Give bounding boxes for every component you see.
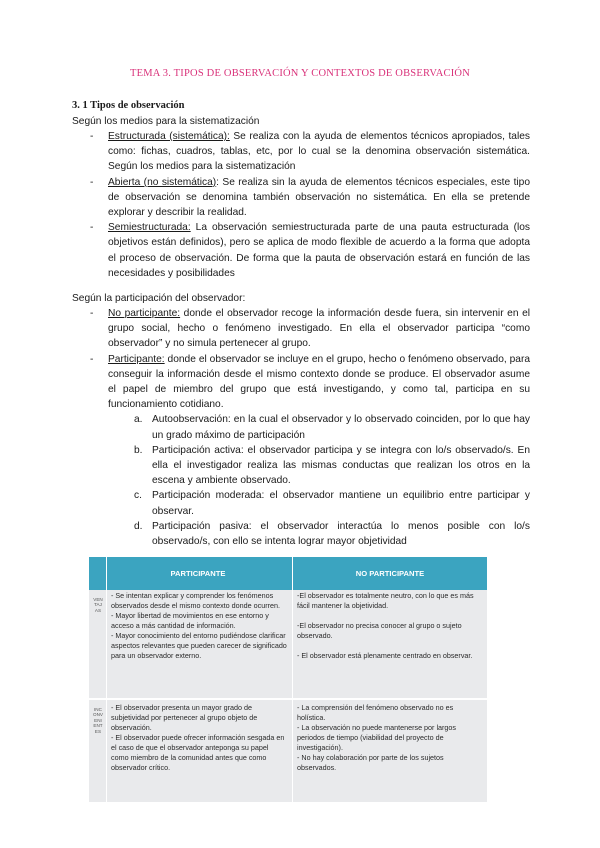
term-abierta: Abierta (no sistemática) <box>108 176 217 188</box>
cell-ventajas-no-participante: -El observador es totalmente neutro, con lo que es más fácil mantener la objetividad. -El observador no precisa conocer al grupo o sujeto observado. - El observador está plenamente centrado en observar. <box>297 591 474 660</box>
definition-no-participante: donde el observador recoge la información desde fuera, sin intervenir en el grupo social, hecho o fenómeno investigado. En ella el observador participa “como observador” y no simula pertenecer al grupo. <box>108 308 530 350</box>
table-divider <box>292 557 293 802</box>
list-item-no-participante <box>72 306 530 352</box>
sublist-item-activa <box>108 443 530 489</box>
table-header <box>89 557 487 590</box>
cell-inconvenientes-no-participante: - La comprensión del fenómeno observado no es holística. - La observación no puede mantenerse por largos periodos de tiempo (viabilidad del proyecto de investigación). - No hay colaboración por parte de los sujetos observados. <box>297 703 457 772</box>
list-item-abierta <box>72 175 530 221</box>
sublist-text: Participación pasiva: el observador interactúa lo menos posible con lo/s observado/s, con ello se intenta lograr mayor objetividad <box>152 520 530 548</box>
cell-ventajas-participante: - Se intentan explicar y comprender los fenómenos observados desde el mismo contexto donde ocurren. - Mayor libertad de movimientos en ese entorno y acceso a más cantidad de información. - Mayor conocimiento del entorno pudiéndose clarificar aspectos relevantes que pueden carecer de significado para un observador externo. <box>111 591 287 660</box>
definition-abierta: : Se realiza sin la ayuda de elementos técnicos especiales, este tipo de observación se denomina también observación no sistemática. En ella se pretende explorar y describir la realidad. <box>108 176 530 219</box>
sublist-marker: d. <box>134 520 143 532</box>
sublist-item-pasiva <box>108 519 530 549</box>
list-marker: - <box>90 131 94 142</box>
list-item-semiestructurada <box>72 220 530 281</box>
comparison-table <box>89 557 487 802</box>
sublist-item-moderada <box>108 488 530 518</box>
list-marker: - <box>90 308 94 319</box>
term-estructurada: Estructurada (sistemática): <box>108 131 230 142</box>
term-semiestructurada: Semiestructurada: <box>108 222 191 234</box>
list-marker: - <box>90 176 94 188</box>
term-participante: Participante: <box>108 353 165 365</box>
sublist-item-autoobservacion <box>108 412 530 442</box>
sublist-text: Participación moderada: el observador mantiene un equilibrio entre participar y observar. <box>152 490 530 517</box>
sublist-text: Autoobservación: en la cual el observador y lo observado coinciden, por lo que hay un grado máximo de participación <box>152 414 530 441</box>
sublist-marker: b. <box>134 444 143 456</box>
list-marker: - <box>90 353 94 365</box>
row-label-ventajas: VENTAJAS <box>93 597 103 613</box>
document-title: TEMA 3. TIPOS DE OBSERVACIÓN Y CONTEXTOS DE OBSERVACIÓN <box>129 68 470 79</box>
section-heading: 3. 1 Tipos de observación <box>72 100 185 111</box>
list-item-participante <box>72 352 530 550</box>
row-label-inconvenientes: INCONVENIENTES <box>93 707 103 734</box>
term-no-participante: No participante: <box>108 308 181 319</box>
participation-list <box>72 306 530 549</box>
sublist-text: Participación activa: el observador participa y se integra con lo/s observado/s. En ella el investigador realiza las mismas conductas que realizan los otros en la escena y ambiente observado. <box>152 444 530 487</box>
definition-participante: donde el observador se incluye en el grupo, hecho o fenómeno observado, para conseguir la información desde el mismo contexto donde se produce. El observador asume el papel de miembro del grupo que está investigando, y como tal, participa en su funcionamiento cotidiano. <box>108 353 530 411</box>
definition-estructurada: Se realiza con la ayuda de elementos técnicos apropiados, tales como: fichas, cuadros, tablas, etc, por lo cual se la denomina observación sistemática. Según los medios para la sistematización <box>108 131 531 173</box>
list-marker: - <box>90 222 94 234</box>
table-divider <box>106 557 107 802</box>
header-participante: PARTICIPANTE <box>170 569 226 578</box>
table-row-divider <box>89 698 487 700</box>
definition-semiestructurada: La observación semiestructurada parte de una pauta estructurada (los objetivos están definidos), pero se aplica de modo flexible de acuerdo a la forma que adopta el proceso de observación. De forma que la pauta de observación estará en función de las necesidades y posibilidades <box>108 222 530 279</box>
systematization-list <box>72 129 530 281</box>
list-item-estructurada <box>72 129 530 175</box>
cell-inconvenientes-participante: - El observador presenta un mayor grado de subjetividad por pertenecer al grupo objeto de observación. - El observador puede ofrecer información sesgada en el caso de que el observador anteponga su papel como miembro de la comunidad antes que como observador crítico. <box>111 703 285 772</box>
systematization-intro: Según los medios para la sistematización <box>72 116 260 127</box>
participation-intro: Según la participación del observador: <box>72 293 246 304</box>
header-no-participante: NO PARTICIPANTE <box>355 569 425 578</box>
participation-sublist <box>108 412 530 549</box>
sublist-marker: c. <box>134 490 142 502</box>
sublist-marker: a. <box>134 414 143 426</box>
